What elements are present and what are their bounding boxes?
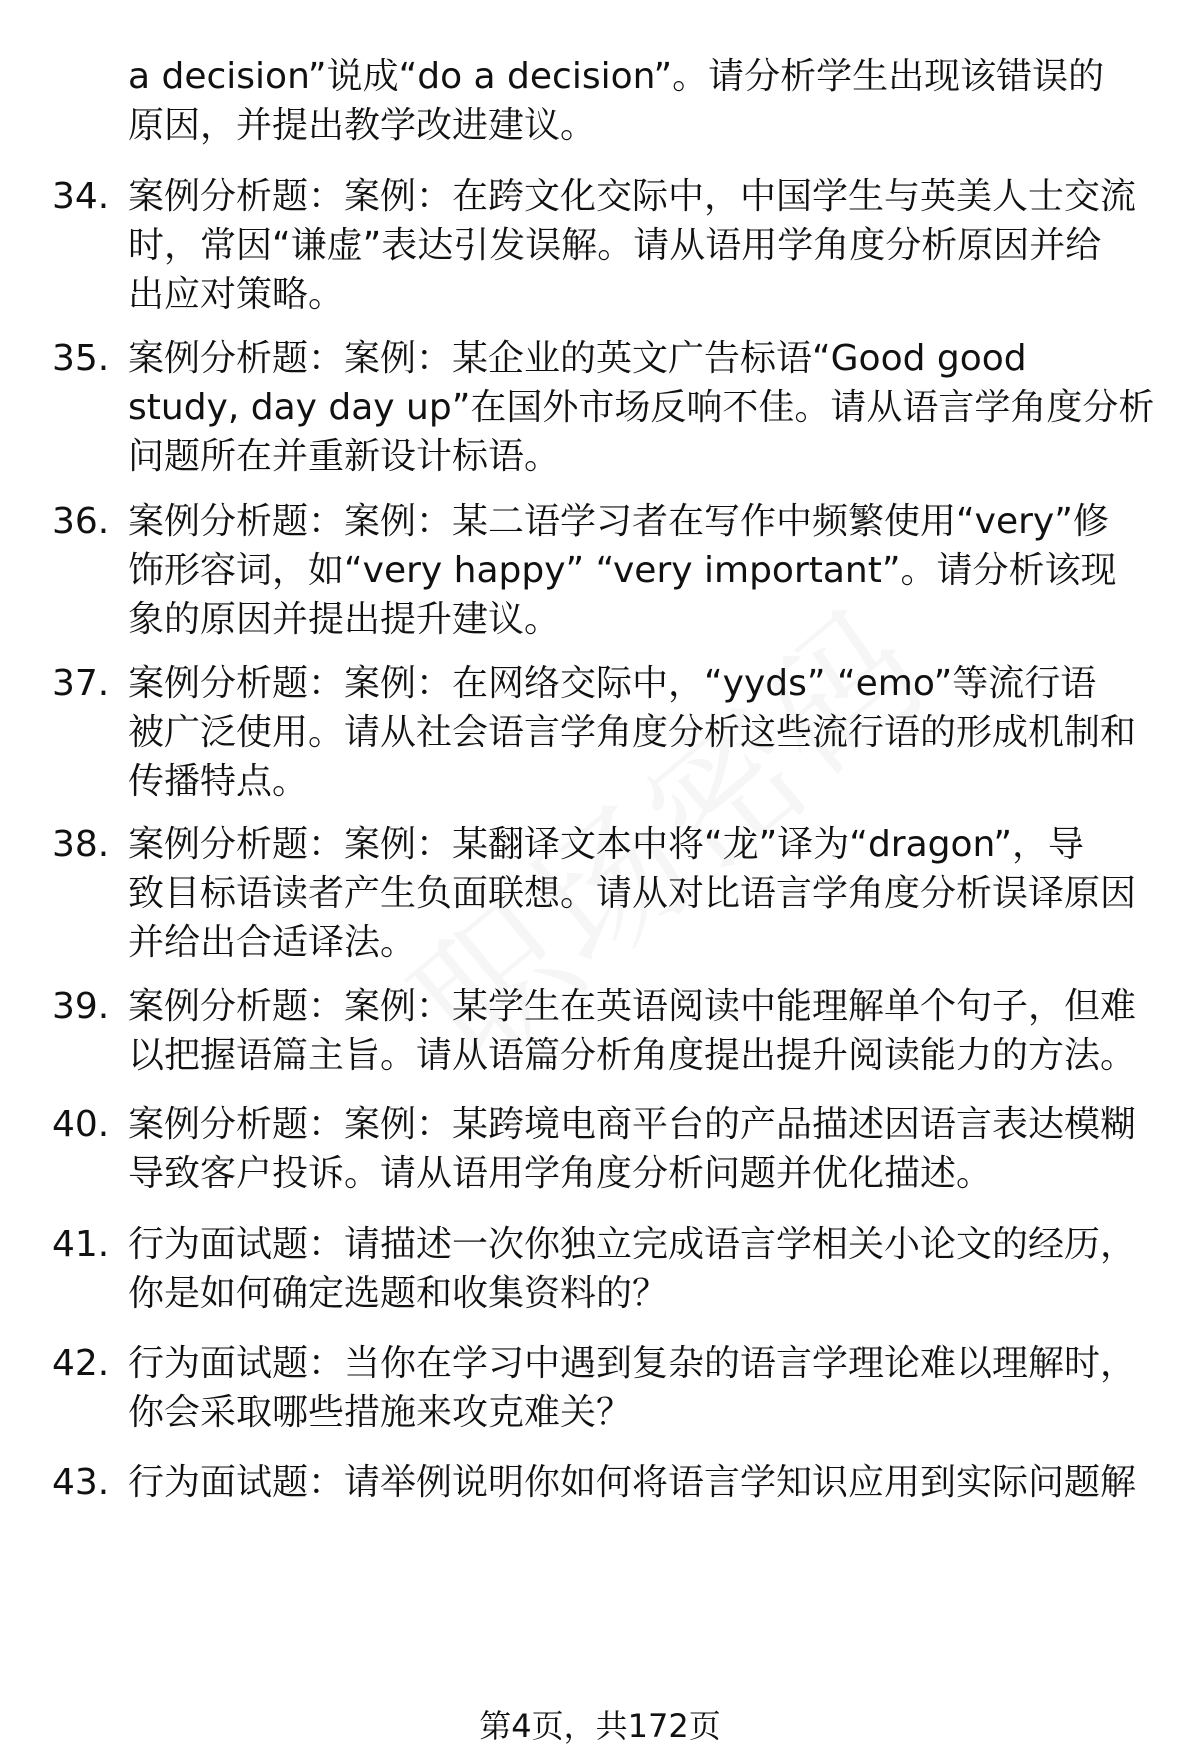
question-text: 案例分析题：案例：某二语学习者在写作中频繁使用“very”修 饰形容词，如“very happy” “very important”。请分析该现 象的原因并提出提升建议。 <box>128 501 1117 640</box>
question-text: 案例分析题：案例：某企业的英文广告标语“Good good study, day day up”在国外市场反响不佳。请从语言学角度分析 问题所在并重新设计标语。 <box>128 338 1155 477</box>
question-number: 40. <box>52 1104 110 1145</box>
question-number: 43. <box>52 1462 110 1503</box>
question-text: 案例分析题：案例：某跨境电商平台的产品描述因语言表达模糊 导致客户投诉。请从语用学角度分析问题并优化描述。 <box>128 1104 1137 1194</box>
question-number: 39. <box>52 986 110 1027</box>
question-number: 34. <box>52 176 110 217</box>
lead-text: a decision”说成“do a decision”。请分析学生出现该错误的 原因，并提出教学改进建议。 <box>128 56 1105 146</box>
question-number: 41. <box>52 1224 110 1265</box>
question-text: 行为面试题：当你在学习中遇到复杂的语言学理论难以理解时， 你会采取哪些措施来攻克难关？ <box>128 1343 1137 1433</box>
question-text: 案例分析题：案例：某翻译文本中将“龙”译为“dragon”，导 致目标语读者产生负面联想。请从对比语言学角度分析误译原因 并给出合适译法。 <box>128 824 1137 963</box>
question-number: 42. <box>52 1343 110 1384</box>
question-number: 36. <box>52 501 110 542</box>
question-text: 行为面试题：请描述一次你独立完成语言学相关小论文的经历， 你是如何确定选题和收集资料的？ <box>128 1224 1137 1314</box>
question-text: 行为面试题：请举例说明你如何将语言学知识应用到实际问题解 <box>128 1462 1137 1503</box>
question-text: 案例分析题：案例：在跨文化交际中，中国学生与英美人士交流 时，常因“谦虚”表达引发误解。请从语用学角度分析原因并给 出应对策略。 <box>128 176 1137 315</box>
question-number: 37. <box>52 663 110 704</box>
page-number-footer: 第4页，共172页 <box>479 1707 721 1745</box>
question-number: 38. <box>52 824 110 865</box>
question-text: 案例分析题：案例：某学生在英语阅读中能理解单个句子，但难 以把握语篇主旨。请从语篇分析角度提出提升阅读能力的方法。 <box>128 986 1137 1076</box>
question-number: 35. <box>52 338 110 379</box>
question-text: 案例分析题：案例：在网络交际中，“yyds” “emo”等流行语 被广泛使用。请从社会语言学角度分析这些流行语的形成机制和 传播特点。 <box>128 663 1137 802</box>
